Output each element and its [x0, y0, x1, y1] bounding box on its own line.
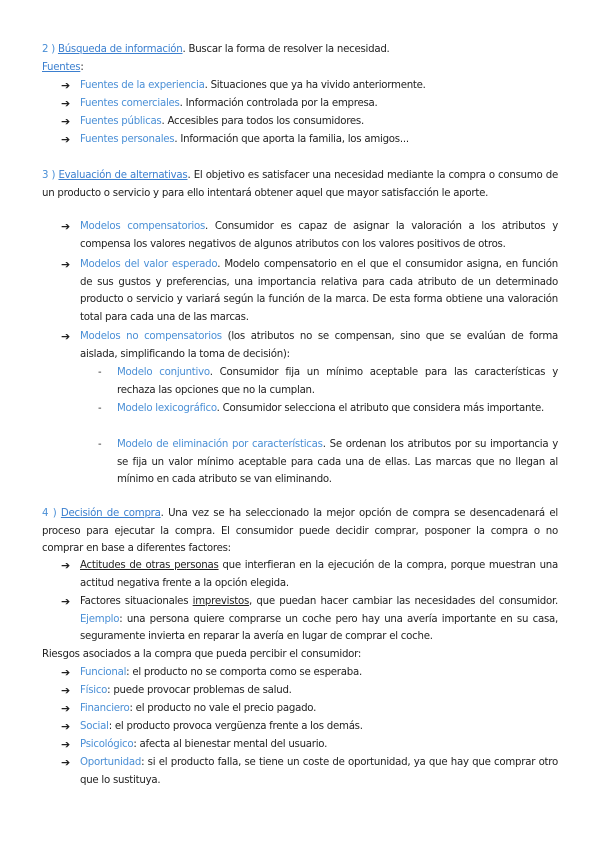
arrow-icon: ➔ [61, 79, 70, 92]
riesgo-term: Financiero [80, 703, 130, 714]
fuente-term: Fuentes públicas [80, 116, 162, 127]
fuente-item [80, 133, 409, 147]
submodelo-term: Modelo de eliminación por características [117, 439, 323, 450]
riesgos-heading: Riesgos asociados a la compra que pueda percibir el consumidor: [42, 649, 362, 660]
arrow-icon: ➔ [61, 330, 70, 343]
section-3-intro-text: . El objetivo es satisfacer una necesidad mediante la compra o consumo de un producto o servicio y para ello intentará obtener aquel que mayor satisfacción le aporte. [42, 170, 558, 199]
section-2-number: 2 ) [42, 44, 55, 55]
submodelo-term: Modelo conjuntivo [117, 367, 210, 378]
section-2-heading [42, 43, 390, 57]
riesgo-item [80, 702, 316, 716]
section-4-intro-text: . Una vez se ha seleccionado la mejor opción de compra se desencadenará el proceso para ejecutar la compra. El consumidor puede decidir comprar, posponer la compra o no comprar en base a diferentes factores: [42, 508, 558, 554]
fuente-item [80, 115, 364, 129]
factor-underlined: Actitudes de otras personas [80, 560, 219, 571]
modelo-no-compensatorio [80, 328, 558, 363]
arrow-icon: ➔ [61, 97, 70, 110]
modelo-text: (los atributos no se compensan, sino que se evalúan de forma aislada, simplificando la toma de decisión): [80, 331, 558, 360]
riesgo-term: Social [80, 721, 109, 732]
arrow-icon: ➔ [61, 595, 70, 608]
fuente-item [80, 79, 426, 93]
dash-bullet: - [98, 403, 102, 414]
arrow-icon: ➔ [61, 756, 70, 769]
fuente-text: . Situaciones que ya ha vivido anteriormente. [204, 80, 426, 91]
fuentes-label: Fuentes [42, 62, 81, 73]
arrow-icon: ➔ [61, 720, 70, 733]
factor-underlined: imprevistos [192, 596, 250, 607]
arrow-icon: ➔ [61, 220, 70, 233]
riesgo-item [80, 754, 558, 789]
arrow-icon: ➔ [61, 738, 70, 751]
section-4-number: 4 ) [42, 508, 57, 519]
section-3-intro [42, 167, 558, 202]
riesgo-text: : afecta al bienestar mental del usuario. [133, 739, 328, 750]
modelo-term: Modelos del valor esperado [80, 259, 218, 270]
modelo-compensatorio [80, 218, 558, 253]
modelo-term: Modelos no compensatorios [80, 331, 222, 342]
riesgo-item [80, 720, 363, 734]
riesgo-text: : el producto no se comporta como se esperaba. [126, 667, 362, 678]
section-4-intro [42, 505, 558, 558]
riesgo-item [80, 738, 327, 752]
modelo-text: . Modelo compensatorio en el que el consumidor asigna, en función de sus gustos y preferencias, una importancia relativa para cada atributo de un determinado producto o servicio y variará según la función de la marca. De esta forma obtiene una valoración total para cada una de las marcas. [80, 259, 558, 323]
factor-text: que interfieran en la ejecución de la compra, porque muestran una actitud negativa frente a la opción elegida. [80, 560, 558, 589]
arrow-icon: ➔ [61, 115, 70, 128]
fuente-term: Fuentes de la experiencia [80, 80, 205, 91]
riesgo-item [80, 684, 292, 698]
arrow-icon: ➔ [61, 666, 70, 679]
modelo-valor-esperado [80, 256, 558, 326]
fuente-text: . Accesibles para todos los consumidores. [161, 116, 364, 127]
fuente-item [80, 97, 378, 111]
section-3-title: Evaluación de alternativas [58, 170, 188, 181]
fuentes-label-line [42, 61, 84, 75]
riesgo-text: : el producto no vale el precio pagado. [129, 703, 317, 714]
submodelo-term: Modelo lexicográfico [117, 403, 217, 414]
arrow-icon: ➔ [61, 684, 70, 697]
fuente-text: . Información controlada por la empresa. [179, 98, 378, 109]
fuente-term: Fuentes personales [80, 134, 175, 145]
submodelo-item [117, 436, 558, 489]
riesgo-term: Físico [80, 685, 108, 696]
riesgo-text: : el producto provoca vergüenza frente a los demás. [108, 721, 363, 732]
riesgo-text: : si el producto falla, se tiene un coste de oportunidad, ya que hay que comprar otro que lo sustituya. [80, 757, 558, 786]
submodelo-item [117, 364, 558, 399]
submodelo-text: . Se ordenan los atributos por su importancia y se fija un valor mínimo aceptable para cada una de ellas. Las marcas que no llegan al mínimo en cada atributo se van eliminando. [117, 439, 558, 485]
fuentes-colon: : [80, 62, 84, 73]
section-2-title: Búsqueda de información [57, 44, 183, 55]
riesgo-term: Oportunidad [80, 757, 142, 768]
riesgo-item [80, 666, 362, 680]
riesgo-text: : puede provocar problemas de salud. [107, 685, 292, 696]
fuente-text: . Información que aporta la familia, los amigos... [174, 134, 409, 145]
example-label: Ejemplo [80, 613, 120, 625]
factor-actitudes [80, 557, 558, 592]
arrow-icon: ➔ [61, 702, 70, 715]
modelo-text: . Consumidor es capaz de asignar la valoración a los atributos y compensa los valores negativos de algunos atributos con los valores positivos de otros. [80, 221, 558, 250]
section-3-number: 3 ) [42, 170, 56, 181]
dash-bullet: - [98, 439, 102, 450]
arrow-icon: ➔ [61, 258, 70, 271]
example-text: : una persona quiere comprarse un coche pero hay una avería importante en su casa, seguramente invierta en reparar la avería en lugar de comprar el coche. [80, 613, 558, 642]
riesgo-term: Psicológico [80, 739, 134, 750]
section-4-title: Decisión de compra [60, 508, 161, 519]
submodelo-text: . Consumidor selecciona el atributo que considera más importante. [216, 403, 544, 414]
factor-prefix: Factores situacionales [80, 596, 193, 607]
submodelo-text: . Consumidor fija un mínimo aceptable para las características y rechaza las opciones que no la cumplan. [117, 367, 558, 396]
factor-middle: , que puedan hacer cambiar las necesidades del consumidor. [249, 596, 558, 607]
fuente-term: Fuentes comerciales [80, 98, 180, 109]
modelo-term: Modelos compensatorios [80, 221, 206, 232]
submodelo-item [117, 400, 558, 418]
factor-situacionales [80, 593, 558, 646]
arrow-icon: ➔ [61, 559, 70, 572]
section-2-description: . Buscar la forma de resolver la necesidad. [182, 44, 390, 55]
dash-bullet: - [98, 367, 102, 378]
arrow-icon: ➔ [61, 133, 70, 146]
riesgo-term: Funcional [80, 667, 127, 678]
